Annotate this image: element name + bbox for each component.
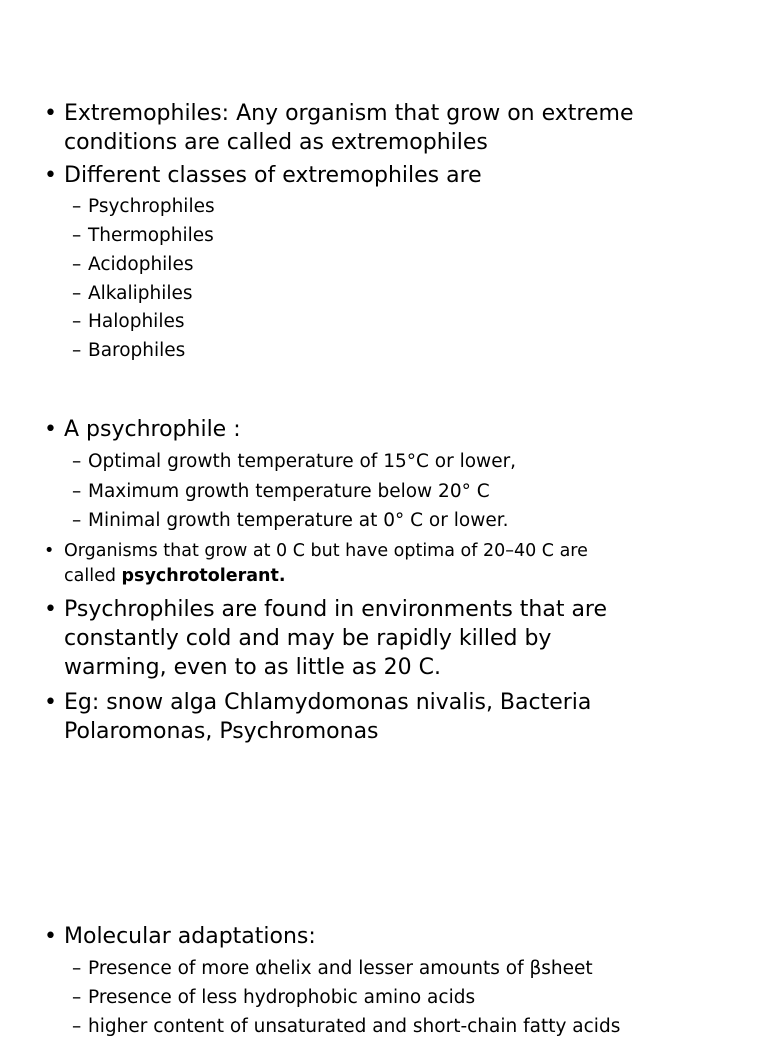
bullet-text-line2: constantly cold and may be rapidly killed by: [64, 626, 552, 651]
bullet-glyph: •: [44, 597, 57, 622]
sub-item-text: Minimal growth temperature at 0° C or lower.: [88, 510, 509, 531]
dash-glyph: –: [72, 283, 82, 304]
bullet-text-prefix: called: [64, 566, 122, 586]
bullet-text: A psychrophile :: [64, 417, 241, 442]
bullet-glyph: •: [44, 924, 57, 949]
sub-item-text: Halophiles: [88, 311, 185, 332]
sub-item-text: Presence of more αhelix and lesser amounts of βsheet: [88, 958, 593, 979]
sub-item-text: Acidophiles: [88, 254, 194, 275]
bullet-text-line1: Extremophiles: Any organism that grow on extreme: [64, 101, 634, 126]
dash-glyph: –: [72, 196, 82, 217]
bullet-text-line1: Eg: snow alga Chlamydomonas nivalis, Bacteria: [64, 690, 592, 715]
bullet-glyph: •: [44, 417, 57, 442]
dash-glyph: –: [72, 311, 82, 332]
bullet-text-line2: [64, 564, 286, 589]
dash-glyph: –: [72, 451, 82, 472]
bullet-text-line1: Organisms that grow at 0 C but have optima of 20–40 C are: [64, 541, 588, 561]
bullet-glyph: •: [44, 690, 57, 715]
dash-glyph: –: [72, 481, 82, 502]
dash-glyph: –: [72, 1016, 82, 1037]
dash-glyph: –: [72, 340, 82, 361]
bullet-text-line1: Psychrophiles are found in environments that are: [64, 597, 608, 622]
bullet-glyph: •: [44, 163, 57, 188]
sub-item-text: Presence of less hydrophobic amino acids: [88, 987, 476, 1008]
sub-item-text: higher content of unsaturated and short-chain fatty acids: [88, 1016, 621, 1037]
dash-glyph: –: [72, 254, 82, 275]
sub-item-text: Thermophiles: [88, 225, 214, 246]
sub-item-text: Psychrophiles: [88, 196, 215, 217]
bullet-glyph: •: [44, 101, 57, 126]
bullet-glyph: •: [44, 541, 55, 561]
bullet-text: Different classes of extremophiles are: [64, 163, 482, 188]
sub-item-text: Alkaliphiles: [88, 283, 193, 304]
sub-item-text: Optimal growth temperature of 15°C or lower,: [88, 451, 517, 472]
sub-item-text: Maximum growth temperature below 20° C: [88, 481, 490, 502]
bullet-text: Molecular adaptations:: [64, 924, 316, 949]
sub-item-text: Barophiles: [88, 340, 186, 361]
dash-glyph: –: [72, 225, 82, 246]
bold-term: psychrotolerant.: [121, 566, 286, 586]
bullet-text-line3: warming, even to as little as 20 C.: [64, 655, 442, 680]
bullet-text-line2: Polaromonas, Psychromonas: [64, 719, 379, 744]
dash-glyph: –: [72, 958, 82, 979]
dash-glyph: –: [72, 987, 82, 1008]
dash-glyph: –: [72, 510, 82, 531]
bullet-text-line2: conditions are called as extremophiles: [64, 130, 488, 155]
